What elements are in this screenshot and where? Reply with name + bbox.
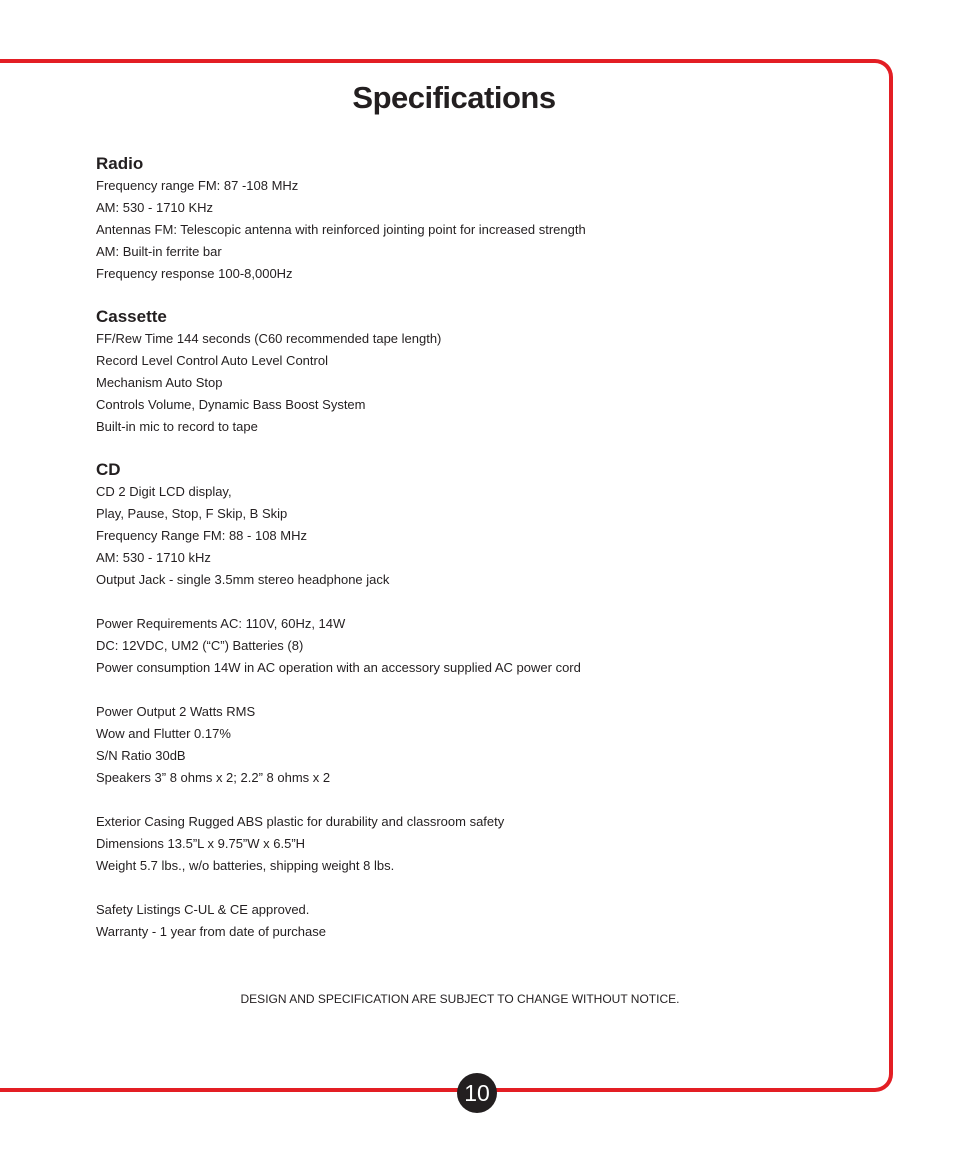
- cassette-spec-line: Controls Volume, Dynamic Bass Boost System: [96, 397, 366, 412]
- physical-spec-line: Exterior Casing Rugged ABS plastic for durability and classroom safety: [96, 814, 505, 829]
- audio-spec-line: S/N Ratio 30dB: [96, 748, 186, 763]
- physical-block: [96, 811, 856, 877]
- cassette-spec-line: Mechanism Auto Stop: [96, 375, 223, 390]
- audio-block: [96, 701, 856, 789]
- radio-spec-line: Frequency response 100-8,000Hz: [96, 266, 293, 281]
- compliance-block: [96, 899, 856, 943]
- block-spacer: [96, 789, 856, 811]
- power-spec-line: Power Requirements AC: 110V, 60Hz, 14W: [96, 616, 346, 631]
- section-spacer: [96, 438, 856, 459]
- cd-heading: CD: [96, 460, 121, 479]
- page-number-badge: 10: [457, 1073, 497, 1113]
- compliance-spec-line: Warranty - 1 year from date of purchase: [96, 924, 327, 939]
- change-notice: DESIGN AND SPECIFICATION ARE SUBJECT TO CHANGE WITHOUT NOTICE.: [240, 992, 680, 1006]
- block-spacer: [96, 679, 856, 701]
- cassette-spec-line: FF/Rew Time 144 seconds (C60 recommended tape length): [96, 331, 442, 346]
- cd-spec-line: Frequency Range FM: 88 - 108 MHz: [96, 528, 307, 543]
- cd-spec-line: CD 2 Digit LCD display,: [96, 484, 232, 499]
- compliance-spec-line: Safety Listings C-UL & CE approved.: [96, 902, 310, 917]
- audio-spec-line: Speakers 3” 8 ohms x 2; 2.2” 8 ohms x 2: [96, 770, 331, 785]
- specifications-content: [96, 153, 856, 943]
- radio-heading: Radio: [96, 154, 144, 173]
- cd-spec-line: AM: 530 - 1710 kHz: [96, 550, 211, 565]
- cassette-spec-line: Record Level Control Auto Level Control: [96, 353, 328, 368]
- radio-spec-line: AM: 530 - 1710 KHz: [96, 200, 214, 215]
- audio-spec-line: Wow and Flutter 0.17%: [96, 726, 231, 741]
- radio-spec-line: AM: Built-in ferrite bar: [96, 244, 222, 259]
- cd-section: [96, 459, 856, 591]
- block-spacer: [96, 591, 856, 613]
- cassette-heading: Cassette: [96, 307, 167, 326]
- power-block: [96, 613, 856, 679]
- block-spacer: [96, 877, 856, 899]
- power-spec-line: DC: 12VDC, UM2 (“C”) Batteries (8): [96, 638, 304, 653]
- cassette-spec-line: Built-in mic to record to tape: [96, 419, 258, 434]
- cd-spec-line: Output Jack - single 3.5mm stereo headphone jack: [96, 572, 390, 587]
- section-spacer: [96, 285, 856, 306]
- page-title: Specifications: [352, 80, 556, 115]
- radio-section: [96, 153, 856, 285]
- cd-spec-line: Play, Pause, Stop, F Skip, B Skip: [96, 506, 288, 521]
- power-spec-line: Power consumption 14W in AC operation with an accessory supplied AC power cord: [96, 660, 581, 675]
- physical-spec-line: Dimensions 13.5”L x 9.75”W x 6.5”H: [96, 836, 306, 851]
- physical-spec-line: Weight 5.7 lbs., w/o batteries, shipping weight 8 lbs.: [96, 858, 395, 873]
- radio-spec-line: Antennas FM: Telescopic antenna with reinforced jointing point for increased strength: [96, 222, 586, 237]
- audio-spec-line: Power Output 2 Watts RMS: [96, 704, 256, 719]
- cassette-section: [96, 306, 856, 438]
- radio-spec-line: Frequency range FM: 87 -108 MHz: [96, 178, 299, 193]
